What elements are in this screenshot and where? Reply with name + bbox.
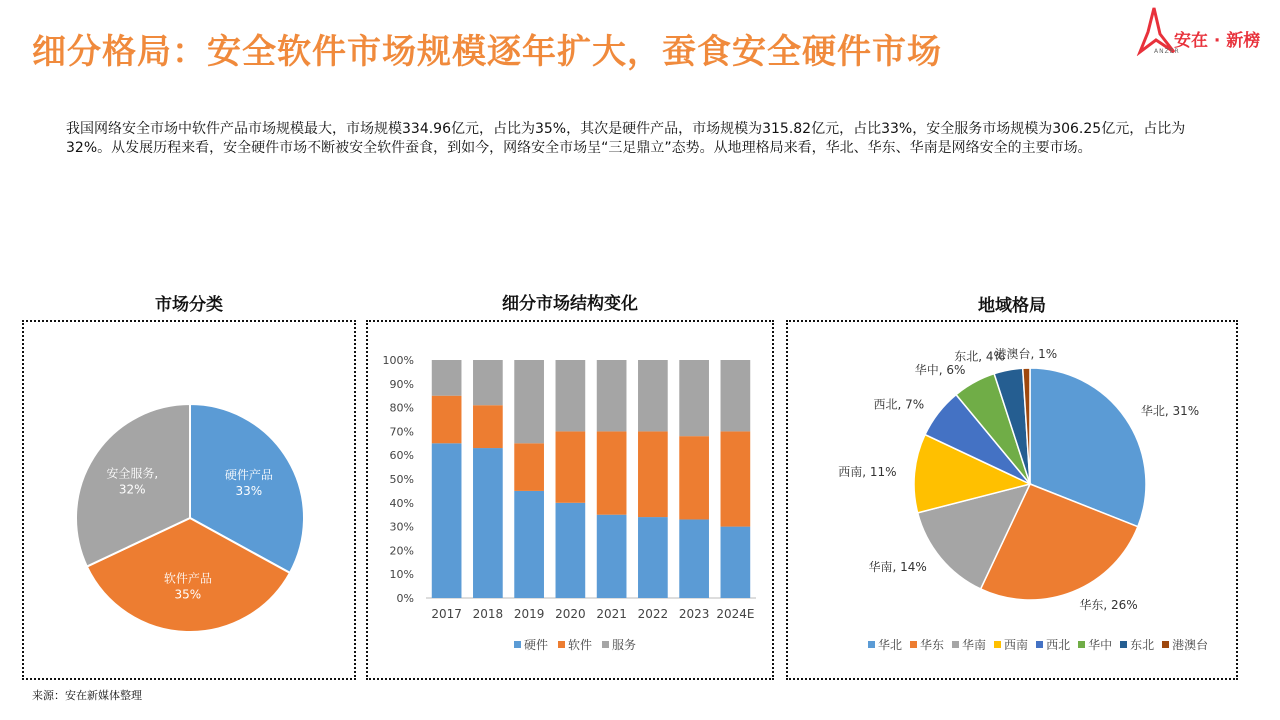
bar-segment: [473, 448, 503, 598]
bar-segment: [556, 431, 586, 502]
intro-paragraph: 我国网络安全市场中软件产品市场规模最大，市场规模334.96亿元，占比为35%，其次是硬件产品，市场规模为315.82亿元，占比33%，安全服务市场规模为306.25亿元，占比为32%。从发展历程来看，安全硬件市场不断被安全软件蚕食，到如今，网络安全市场呈“三足鼎立”态势。从地理格局来看，华北、华东、华南是网络安全的主要市场。: [66, 121, 1186, 156]
region-slice-label: 华南, 14%: [868, 559, 927, 574]
x-tick-label: 2019: [513, 607, 545, 621]
legend-label: 西北: [1046, 638, 1071, 652]
region-chart-legend: [868, 636, 1208, 653]
pie-slice-label: 软件产品: [163, 571, 212, 586]
market-category-pie-chart: [24, 322, 354, 678]
legend-label: 华南: [962, 638, 987, 652]
region-slice-label: 西南, 11%: [838, 464, 897, 479]
legend-item: [952, 636, 986, 653]
bar-segment: [721, 431, 751, 526]
legend-item: [1120, 636, 1154, 653]
legend-swatch: [868, 641, 875, 648]
pie-slice-value: 35%: [174, 587, 202, 602]
x-tick-label: 2020: [555, 607, 586, 621]
structure-change-panel: [366, 320, 774, 680]
y-tick-label: 30%: [389, 520, 414, 534]
pie-slice-value: 32%: [118, 482, 146, 497]
legend-swatch: [952, 641, 959, 648]
legend-swatch: [602, 641, 609, 648]
y-tick-label: 80%: [389, 401, 414, 415]
region-slice-label: 港澳台, 1%: [994, 347, 1058, 362]
bar-segment: [556, 503, 586, 598]
y-tick-label: 50%: [389, 473, 414, 486]
structure-change-bar-chart: [368, 322, 772, 678]
y-tick-label: 0%: [396, 592, 414, 605]
bar-segment: [721, 527, 751, 598]
regional-panel: [786, 320, 1238, 680]
y-tick-label: 40%: [389, 496, 414, 510]
region-slice-label: 华东, 26%: [1079, 597, 1138, 612]
bar-segment: [597, 360, 627, 431]
source-note: 来源：安在新媒体整理: [32, 689, 142, 702]
legend-item: [514, 636, 548, 653]
bar-segment: [721, 360, 751, 431]
legend-item: [1078, 636, 1112, 653]
bar-segment: [432, 396, 462, 444]
bar-segment: [679, 519, 709, 598]
legend-swatch: [558, 641, 565, 648]
bar-segment: [514, 360, 544, 443]
bar-segment: [473, 360, 503, 405]
pie-slice-label: 安全服务,: [106, 466, 159, 481]
pie-slice-label: 硬件产品: [224, 468, 273, 483]
legend-label: 港澳台: [1172, 638, 1209, 652]
bar-segment: [432, 360, 462, 396]
legend-label: 软件: [568, 638, 593, 652]
bar-segment: [432, 443, 462, 598]
legend-label: 华中: [1088, 638, 1113, 652]
legend-item: [558, 636, 592, 653]
bar-segment: [638, 360, 668, 431]
pie-slice-value: 33%: [235, 484, 263, 499]
y-tick-label: 70%: [389, 425, 414, 439]
x-tick-label: 2018: [472, 607, 504, 621]
legend-item: [1162, 636, 1208, 653]
legend-swatch: [1078, 641, 1085, 648]
region-slice-label: 华北, 31%: [1140, 403, 1200, 418]
bar-segment: [514, 443, 544, 491]
bar-segment: [514, 491, 544, 598]
market-category-panel: [22, 320, 356, 680]
brand-sub: ANZER: [1154, 48, 1180, 55]
bar-chart-legend: [514, 636, 636, 653]
y-tick-label: 90%: [389, 377, 414, 391]
legend-item: [994, 636, 1028, 653]
y-tick-label: 10%: [389, 568, 414, 582]
legend-swatch: [514, 641, 521, 648]
legend-swatch: [1162, 641, 1169, 648]
bar-segment: [638, 517, 668, 598]
bar-chart-title: 细分市场结构变化: [502, 294, 638, 314]
legend-swatch: [994, 641, 1001, 648]
bar-segment: [679, 436, 709, 519]
bar-segment: [597, 431, 627, 514]
bar-segment: [556, 360, 586, 431]
bar-segment: [679, 360, 709, 436]
region-slice-label: 东北, 4%: [954, 349, 1005, 364]
legend-swatch: [910, 641, 917, 648]
legend-label: 华东: [920, 638, 945, 652]
region-chart-title: 地域格局: [978, 296, 1046, 316]
brand-name: 安在 · 新榜: [1174, 31, 1261, 51]
legend-swatch: [1036, 641, 1043, 648]
bar-segment: [473, 405, 503, 448]
x-tick-label: 2021: [596, 607, 627, 621]
legend-item: [910, 636, 944, 653]
pie-chart-title: 市场分类: [155, 295, 223, 315]
legend-item: [1036, 636, 1070, 653]
x-tick-label: 2022: [637, 607, 669, 621]
legend-label: 服务: [612, 638, 637, 652]
regional-pie-chart: [788, 322, 1236, 678]
page-title: 细分格局：安全软件市场规模逐年扩大，蚕食安全硬件市场: [32, 32, 942, 72]
legend-swatch: [1120, 641, 1127, 648]
x-tick-label: 2024E: [716, 607, 755, 621]
y-tick-label: 60%: [389, 449, 414, 463]
y-tick-label: 100%: [382, 354, 414, 367]
region-slice-label: 华中, 6%: [914, 363, 966, 378]
brand-logo: [1136, 6, 1276, 58]
y-tick-label: 20%: [389, 544, 414, 558]
bar-segment: [638, 431, 668, 517]
x-tick-label: 2023: [678, 607, 710, 621]
legend-label: 东北: [1130, 638, 1155, 652]
legend-item: [602, 636, 636, 653]
x-tick-label: 2017: [431, 607, 462, 621]
bar-segment: [597, 515, 627, 598]
legend-label: 华北: [878, 638, 903, 652]
legend-label: 硬件: [524, 638, 549, 652]
legend-item: [868, 636, 902, 653]
region-slice-label: 西北, 7%: [873, 397, 925, 412]
legend-label: 西南: [1004, 638, 1029, 652]
